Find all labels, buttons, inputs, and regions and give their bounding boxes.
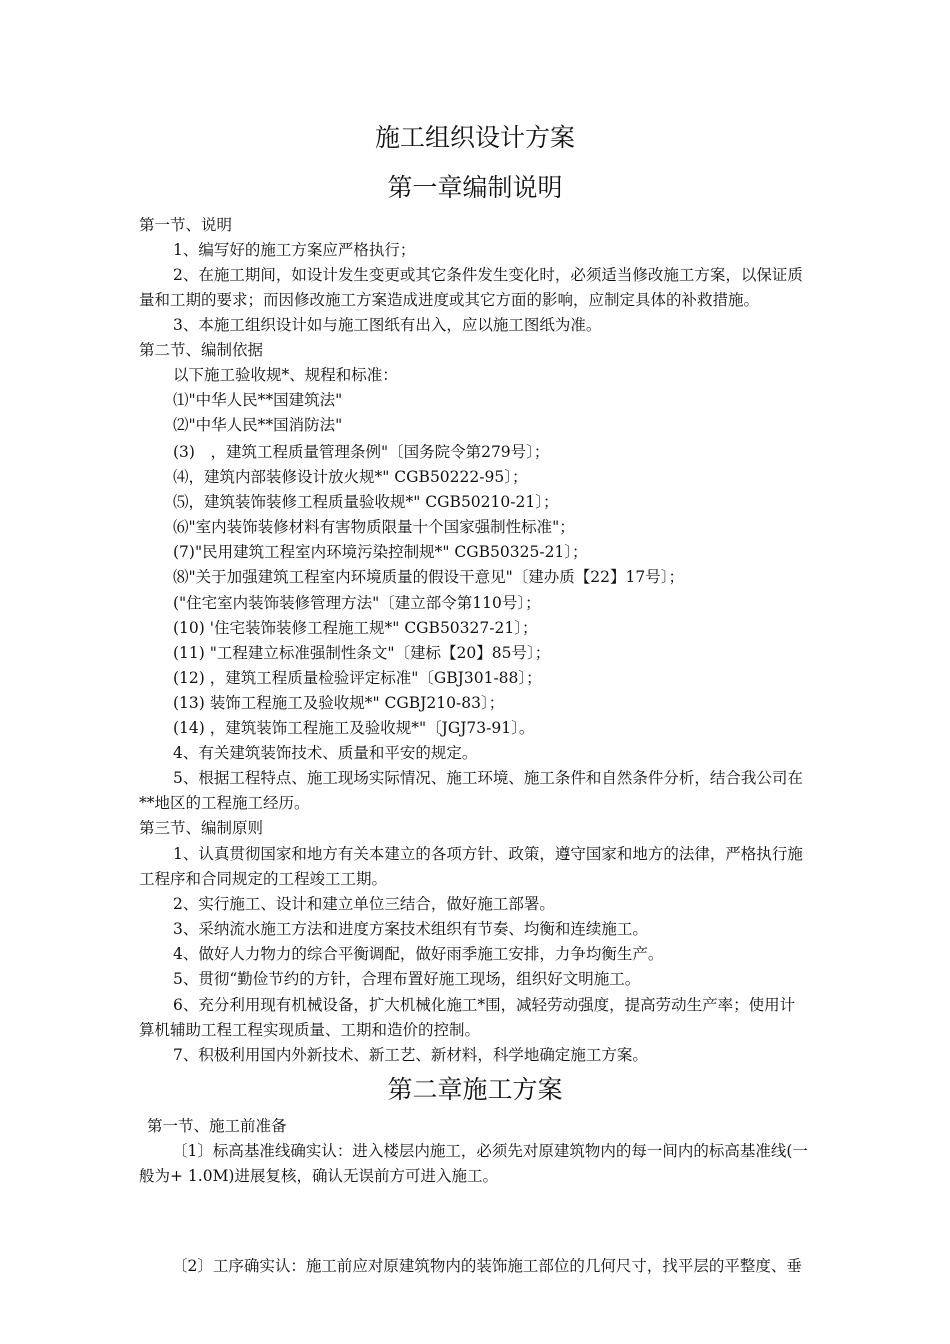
list-item: ⑷，建筑内部装修设计放火规*" CGB50222-95〕； [173, 468, 528, 486]
paragraph-line: 量和工期的要求；而因修改施工方案造成进度或其它方面的影响，应制定具体的补救措施。 [139, 291, 760, 309]
list-item: ⑹"室内装饰装修材料有害物质限量十个国家强制性标准"； [173, 518, 575, 536]
paragraph-line: 3、采纳流水施工方法和进度方案技术组织有节奏、均衡和连续施工。 [173, 920, 648, 938]
section-heading: 第一节、施工前准备 [147, 1117, 287, 1135]
list-item: ⑵"中华人民**国消防法" [173, 416, 343, 434]
list-item: (13) 装饰工程施工及验收规*" CGBJ210-83〕； [173, 694, 505, 712]
list-item: (14) ，建筑装饰工程施工及验收规*"〔JGJ73-91〕。 [173, 719, 535, 737]
paragraph-line: 工程序和合同规定的工程竣工工期。 [139, 870, 388, 888]
paragraph-line: 5、根据工程特点、施工现场实际情况、施工环境、施工条件和自然条件分析，结合我公司在 [173, 769, 803, 787]
section-heading: 第三节、编制原则 [139, 819, 264, 837]
list-item: (3) ，建筑工程质量管理条例"〔国务院令第279号〕； [173, 443, 550, 461]
paragraph-line: 〔2〕工序确实认：施工前应对原建筑物内的装饰施工部位的几何尺寸，找平层的平整度、垂 [172, 1257, 802, 1275]
list-item: (11) "工程建立标准强制性条文"〔建标【20】85号〕； [173, 644, 551, 662]
paragraph-line: 2、在施工期间，如设计发生变更或其它条件发生变化时，必须适当修改施工方案，以保证质 [173, 266, 803, 284]
paragraph-line: 4、做好人力物力的综合平衡调配，做好雨季施工安排，力争均衡生产。 [173, 945, 664, 963]
paragraph-line: 6、充分利用现有机械设备，扩大机械化施工*围，减轻劳动强度，提高劳动生产率；使用计 [173, 996, 796, 1014]
paragraph-line: 1、编写好的施工方案应严格执行； [173, 241, 416, 259]
paragraph-line: 7、积极利用国内外新技术、新工艺、新材料，科学地确定施工方案。 [173, 1046, 648, 1064]
chapter-1-title: 第一章编制说明 [387, 173, 563, 202]
paragraph-line: 般为+ 1.0M)进展复核，确认无误前方可进入施工。 [139, 1167, 498, 1185]
paragraph-line: 算机辅助工程工程实现质量、工期和造价的控制。 [139, 1021, 481, 1039]
paragraph-line: 5、贯彻“勤俭节约的方针，合理布置好施工现场，组织好文明施工。 [173, 970, 641, 988]
list-item: (10) '住宅装饰装修工程施工规*" CGB50327-21〕； [173, 619, 538, 637]
chapter-2-title: 第二章施工方案 [387, 1075, 563, 1104]
paragraph-line: 3、本施工组织设计如与施工图纸有出入，应以施工图纸为准。 [173, 316, 602, 334]
list-item: (12) ，建筑工程质量检验评定标准"〔GBJ301-88〕； [173, 669, 542, 687]
list-item: ("住宅室内装饰装修管理方法"〔建立部令第110号〕； [173, 594, 541, 612]
paragraph-line: 4、有关建筑装饰技术、质量和平安的规定。 [173, 744, 478, 762]
document-title: 施工组织设计方案 [374, 123, 575, 152]
section-heading: 第一节、说明 [139, 216, 233, 234]
paragraph-line: 以下施工验收规*、规程和标准： [173, 366, 398, 384]
list-item: ⑸，建筑装饰装修工程质量验收规*" CGB50210-21〕； [173, 493, 559, 511]
paragraph-line: 〔1〕标高基准线确实认：进入楼层内施工，必须先对原建筑物内的每一间内的标高基准线(一 [172, 1142, 808, 1160]
paragraph-line: **地区的工程施工经历。 [139, 794, 310, 812]
paragraph-line: 2、实行施工、设计和建立单位三结合，做好施工部署。 [173, 895, 555, 913]
list-item: (7)"民用建筑工程室内环境污染控制规*" CGB50325-21〕； [173, 543, 588, 561]
list-item: ⑻"关于加强建筑工程室内环境质量的假设干意见"〔建办质【22】17号〕； [173, 568, 684, 586]
paragraph-line: 1、认真贯彻国家和地方有关本建立的各项方针、政策，遵守国家和地方的法律，严格执行施 [173, 845, 803, 863]
section-heading: 第二节、编制依据 [139, 341, 264, 359]
list-item: ⑴"中华人民**国建筑法" [173, 391, 343, 409]
